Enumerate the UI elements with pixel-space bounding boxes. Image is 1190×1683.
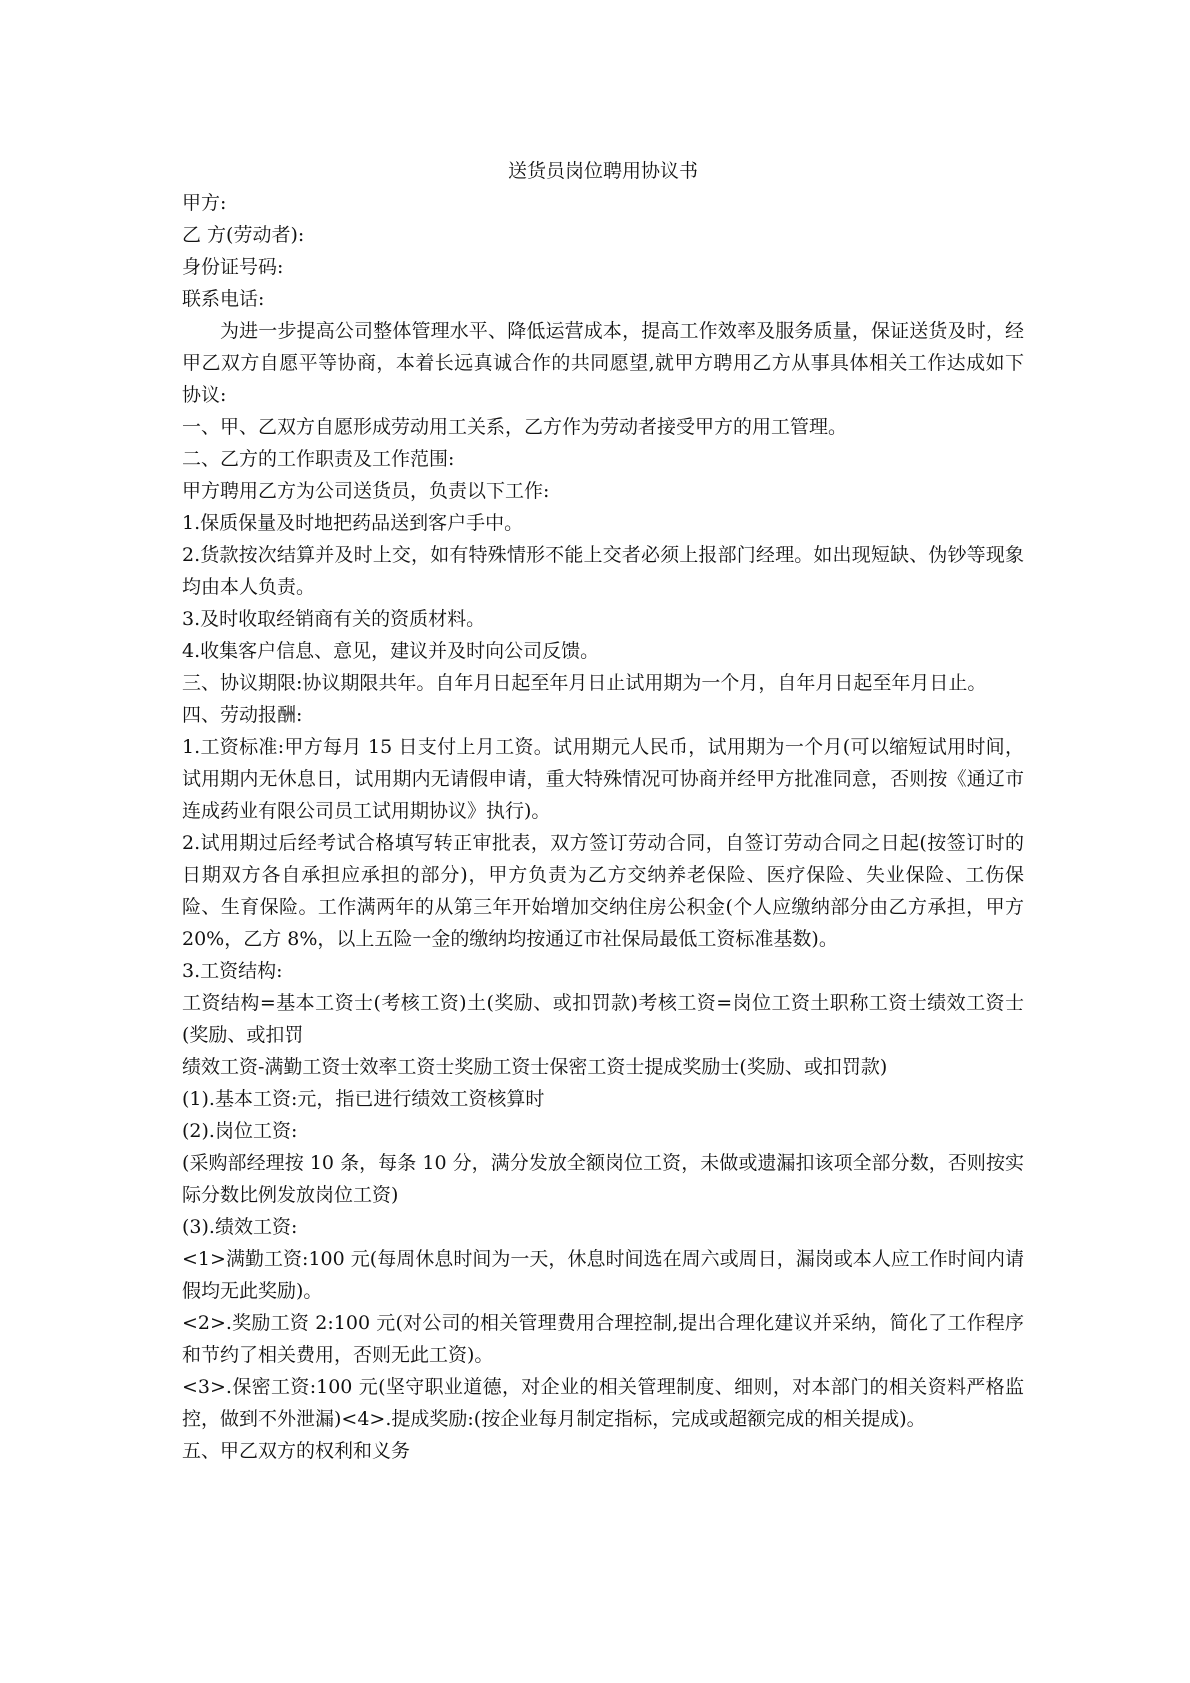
paragraph-section-2: 二、乙方的工作职责及工作范围: <box>182 448 455 470</box>
paragraph-attendance-wage: <1>满勤工资:100 元(每周休息时间为一天，休息时间选在周六或周日，漏岗或本人应工作时间内请假均无此奖励)。 <box>182 1248 1024 1302</box>
paragraph-section-3: 三、协议期限:协议期限共年。自年月日起至年月日止试用期为一个月，自年月日起至年月日止。 <box>182 672 987 694</box>
paragraph-performance-wage: (3).绩效工资: <box>182 1216 298 1238</box>
paragraph-reward-wage: <2>.奖励工资 2:100 元(对公司的相关管理费用合理控制,提出合理化建议并采纳，简化了工作程序和节约了相关费用，否则无此工资)。 <box>182 1312 1024 1366</box>
paragraph-position-wage: (2).岗位工资: <box>182 1120 298 1142</box>
paragraph-preamble: 为进一步提高公司整体管理水平、降低运营成本，提高工作效率及服务质量，保证送货及时，经甲乙双方自愿平等协商，本着长远真诚合作的共同愿望,就甲方聘用乙方从事具体相关工作达成如下协议: <box>182 320 1024 406</box>
paragraph-phone: 联系电话: <box>182 288 265 310</box>
paragraph-base-wage: (1).基本工资:元，指已进行绩效工资核算时 <box>182 1088 545 1110</box>
paragraph-wage-structure-heading: 3.工资结构: <box>182 960 283 982</box>
paragraph-id-number: 身份证号码: <box>182 256 284 278</box>
document-body <box>182 155 1024 1467</box>
paragraph-duty-1: 1.保质保量及时地把药品送到客户手中。 <box>182 512 524 534</box>
paragraph-section-5: 五、甲乙双方的权利和义务 <box>182 1440 411 1462</box>
paragraph-position-wage-detail: (采购部经理按 10 条，每条 10 分，满分发放全额岗位工资，未做或遗漏扣该项全部分数，否则按实际分数比例发放岗位工资) <box>182 1152 1024 1206</box>
paragraph-wage-structure-formula: 工资结构=基本工资士(考核工资)土(奖励、或扣罚款)考核工资=岗位工资土职称工资士绩效工资士(奖励、或扣罚 <box>182 992 1024 1046</box>
paragraph-performance-formula: 绩效工资-满勤工资士效率工资士奖励工资士保密工资士提成奖励士(奖励、或扣罚款) <box>182 1056 888 1078</box>
paragraph-party-a: 甲方: <box>182 192 227 214</box>
paragraph-confidential-wage: <3>.保密工资:100 元(坚守职业道德，对企业的相关管理制度、细则，对本部门的相关资料严格监控，做到不外泄漏)<4>.提成奖励:(按企业每月制定指标，完成或超额完成的相关提成)。 <box>182 1376 1024 1430</box>
paragraph-party-b: 乙 方(劳动者): <box>182 224 305 246</box>
paragraph-duty-4: 4.收集客户信息、意见，建议并及时向公司反馈。 <box>182 640 600 662</box>
paragraph-insurance: 2.试用期过后经考试合格填写转正审批表，双方签订劳动合同，自签订劳动合同之日起(按签订时的日期双方各自承担应承担的部分)，甲方负责为乙方交纳养老保险、医疗保险、失业保险、工伤保险、生育保险。工作满两年的从第三年开始增加交纳住房公积金(个人应缴纳部分由乙方承担，甲方 20%，乙方 8%，以上五险一金的缴纳均按通辽市社保局最低工资标准基数)。 <box>182 832 1024 950</box>
paragraph-wage-standard: 1.工资标准:甲方每月 15 日支付上月工资。试用期元人民币，试用期为一个月(可以缩短试用时间，试用期内无休息日，试用期内无请假申请，重大特殊情况可协商并经甲方批准同意，否则按《通辽市连成药业有限公司员工试用期协议》执行)。 <box>182 736 1024 822</box>
paragraph-duties-intro: 甲方聘用乙方为公司送货员，负责以下工作: <box>182 480 550 502</box>
document-title: 送货员岗位聘用协议书 <box>507 160 698 182</box>
paragraph-duty-2: 2.货款按次结算并及时上交，如有特殊情形不能上交者必须上报部门经理。如出现短缺、伪钞等现象均由本人负责。 <box>182 544 1024 598</box>
paragraph-section-4: 四、劳动报酬: <box>182 704 303 726</box>
paragraph-section-1: 一、甲、乙双方自愿形成劳动用工关系，乙方作为劳动者接受甲方的用工管理。 <box>182 416 848 438</box>
paragraph-duty-3: 3.及时收取经销商有关的资质材料。 <box>182 608 486 630</box>
